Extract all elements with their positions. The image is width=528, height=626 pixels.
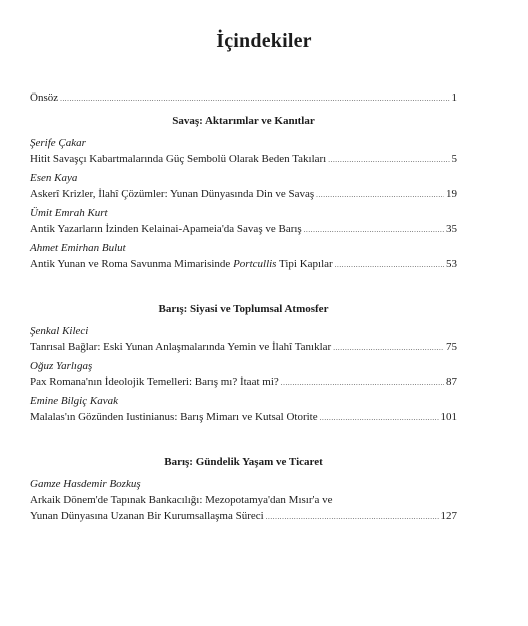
- toc-entry[interactable]: [30, 323, 457, 356]
- dot-leader: [266, 509, 439, 525]
- dot-leader: [304, 222, 444, 238]
- entry-author: Emine Bilgiç Kavak: [30, 395, 118, 407]
- dot-leader: [333, 340, 444, 356]
- entry-author: Esen Kaya: [30, 172, 78, 184]
- entry-page: 1: [451, 92, 457, 104]
- entry-page: 75: [446, 341, 457, 353]
- entry-title: Malalas'ın Gözünden Iustinianus: Barış Mimarı ve Kutsal Otorite: [30, 411, 318, 423]
- entry-author: Gamze Hasdemir Bozkuş: [30, 478, 141, 490]
- dot-leader: [60, 91, 449, 107]
- entry-title: Pax Romana'nın İdeolojik Temelleri: Barış mı? İtaat mi?: [30, 376, 279, 388]
- dot-leader: [316, 187, 444, 203]
- section-heading: Savaş: Aktarımlar ve Kanıtlar: [172, 115, 315, 127]
- entry-author: Ümit Emrah Kurt: [30, 207, 108, 219]
- section-heading: Barış: Gündelik Yaşam ve Ticaret: [164, 456, 323, 468]
- toc-entry[interactable]: [30, 393, 457, 426]
- toc-entry[interactable]: [30, 170, 457, 203]
- entry-page: 101: [440, 411, 457, 423]
- dot-leader: [320, 410, 439, 426]
- entry-title: Önsöz: [30, 92, 59, 104]
- entry-title: Askerî Krizler, İlahî Çözümler: Yunan Dünyasında Din ve Savaş: [30, 188, 315, 200]
- dot-leader: [335, 257, 444, 273]
- entry-page: 5: [451, 153, 457, 165]
- toc-entry[interactable]: [30, 358, 457, 391]
- entry-title-italic: Portcullis: [233, 258, 277, 270]
- toc-entry[interactable]: [30, 476, 457, 525]
- dot-leader: [281, 375, 444, 391]
- entry-title: Antik Yazarların İzinden Kelainai-Apameia'da Savaş ve Barış: [30, 223, 302, 235]
- page-title: İçindekiler: [216, 30, 312, 52]
- entry-title-part: Antik Yunan ve Roma Savunma Mimarisinde: [30, 258, 234, 270]
- dot-leader: [328, 152, 449, 168]
- entry-author: Oğuz Yarlıgaş: [30, 360, 93, 372]
- entry-title-line: Yunan Dünyasına Uzanan Bir Kurumsallaşma Süreci: [30, 510, 264, 522]
- entry-author: Ahmet Emirhan Bulut: [30, 242, 126, 254]
- entry-title: [30, 256, 333, 272]
- toc-entry[interactable]: [30, 135, 457, 168]
- table-of-contents: [30, 90, 457, 527]
- entry-page: 127: [440, 510, 457, 522]
- entry-page: 87: [446, 376, 457, 388]
- entry-title-line: Arkaik Dönem'de Tapınak Bankacılığı: Mezopotamya'dan Mısır'a ve: [30, 494, 333, 506]
- entry-page: 19: [446, 188, 457, 200]
- toc-entry-preface[interactable]: [30, 90, 457, 107]
- entry-title: Hitit Savaşçı Kabartmalarında Güç Sembolü Olarak Beden Takıları: [30, 153, 327, 165]
- entry-page: 35: [446, 223, 457, 235]
- entry-page: 53: [446, 258, 457, 270]
- entry-author: Şenkal Kileci: [30, 325, 89, 337]
- entry-author: Şerife Çakar: [30, 137, 86, 149]
- toc-entry[interactable]: [30, 240, 457, 273]
- section-heading: Barış: Siyasi ve Toplumsal Atmosfer: [158, 303, 329, 315]
- entry-title-part: Tipi Kapılar: [276, 258, 333, 270]
- toc-entry[interactable]: [30, 205, 457, 238]
- entry-title: Tanrısal Bağlar: Eski Yunan Anlaşmalarında Yemin ve İlahî Tanıklar: [30, 341, 332, 353]
